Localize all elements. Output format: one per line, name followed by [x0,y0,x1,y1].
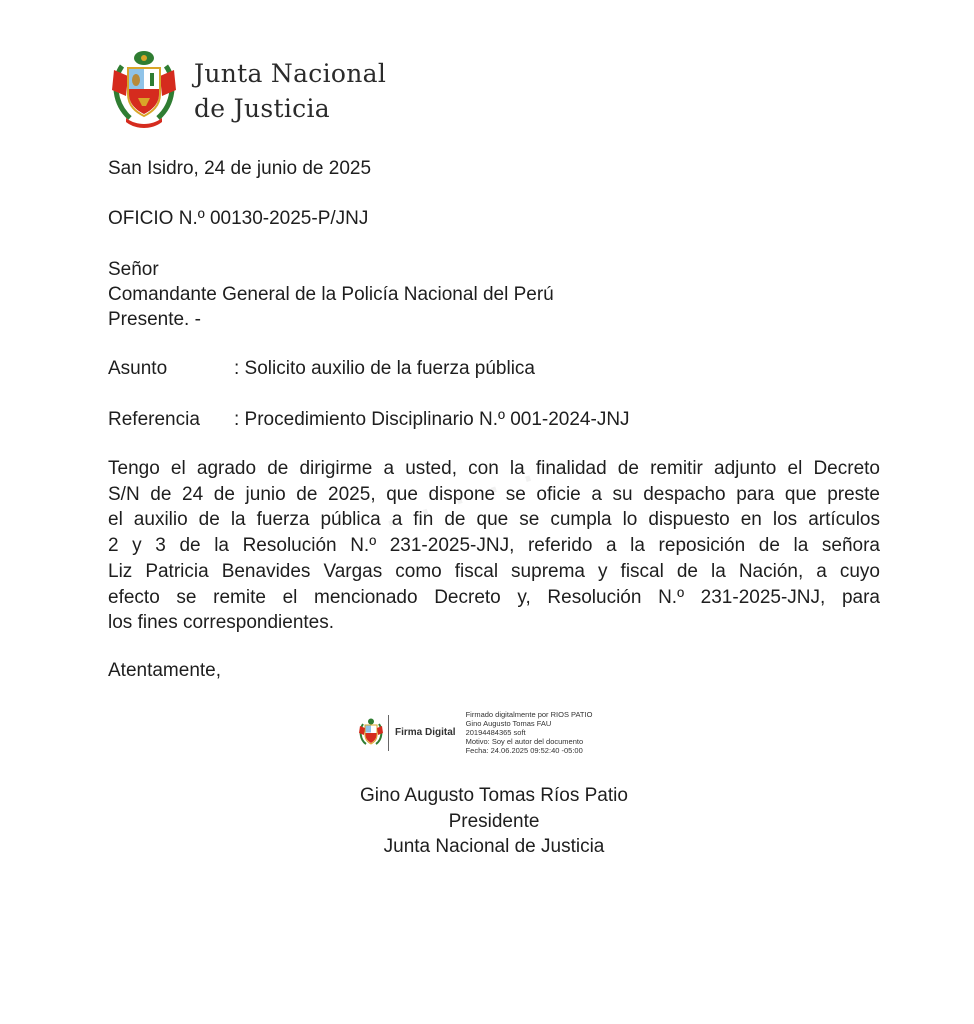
signature-detail-line: 20194484365 soft [465,728,526,737]
oficio-number: OFICIO N.º 00130-2025-P/JNJ [108,208,369,229]
body-line: Liz Patricia Benavides Vargas como fiscal suprema y fiscal de la Nación, a cuyo [108,560,880,582]
signature-detail-line: Firmado digitalmente por RIOS PATIO [465,710,593,719]
salutation: Señor [108,259,159,280]
signature-detail-line: Gino Augusto Tomas FAU [465,719,552,728]
body-line: los fines correspondientes. [108,612,335,634]
org-line-2: de Justicia [194,94,330,123]
body-line: 2 y 3 de la Resolución N.º 231-2025-JNJ, referido a la reposición de la señora [108,535,880,557]
asunto-row [108,357,535,381]
presente: Presente. - [108,309,201,330]
referencia-row [108,408,630,432]
body-paragraph [108,456,880,636]
org-line-1: Junta Nacional [194,59,387,88]
referencia-label: Referencia [108,409,200,430]
signer-name: Gino Augusto Tomas Ríos Patio [360,785,628,806]
mini-coat-of-arms-icon [358,718,384,748]
body-line: el auxilio de la fuerza pública a fin de que se cumpla lo dispuesto en los artículos [108,509,880,531]
body-line: S/N de 24 de junio de 2025, que dispone se oficie a su despacho para que preste [108,483,880,505]
watermark: · · · · · · [376,440,581,551]
signature-detail-line: Fecha: 24.06.2025 09:52:40 -05:00 [465,746,583,755]
signer-organization: Junta Nacional de Justicia [383,836,605,857]
body-line: efecto se remite el mencionado Decreto y, Resolución N.º 231-2025-JNJ, para [108,586,880,608]
coat-of-arms-icon [108,46,180,130]
asunto-label: Asunto [108,358,168,379]
recipient: Comandante General de la Policía Nacional del Perú [108,284,554,305]
signer-title: Presidente [448,811,540,832]
firma-digital-label: Firma Digital [395,727,456,738]
place-date: San Isidro, 24 de junio de 2025 [108,158,372,179]
organization-name [194,56,386,126]
digital-signature-stamp [358,710,592,755]
letterhead [108,46,386,130]
body-line: Tengo el agrado de dirigirme a usted, con la finalidad de remitir adjunto el Decreto [108,458,880,479]
signature-divider [388,715,389,751]
signature-details [466,710,593,755]
closing: Atentamente, [108,660,222,681]
referencia-value: : Procedimiento Disciplinario N.º 001-2024-JNJ [234,409,630,430]
signature-detail-line: Motivo: Soy el autor del documento [465,737,584,746]
asunto-value: : Solicito auxilio de la fuerza pública [234,358,536,379]
